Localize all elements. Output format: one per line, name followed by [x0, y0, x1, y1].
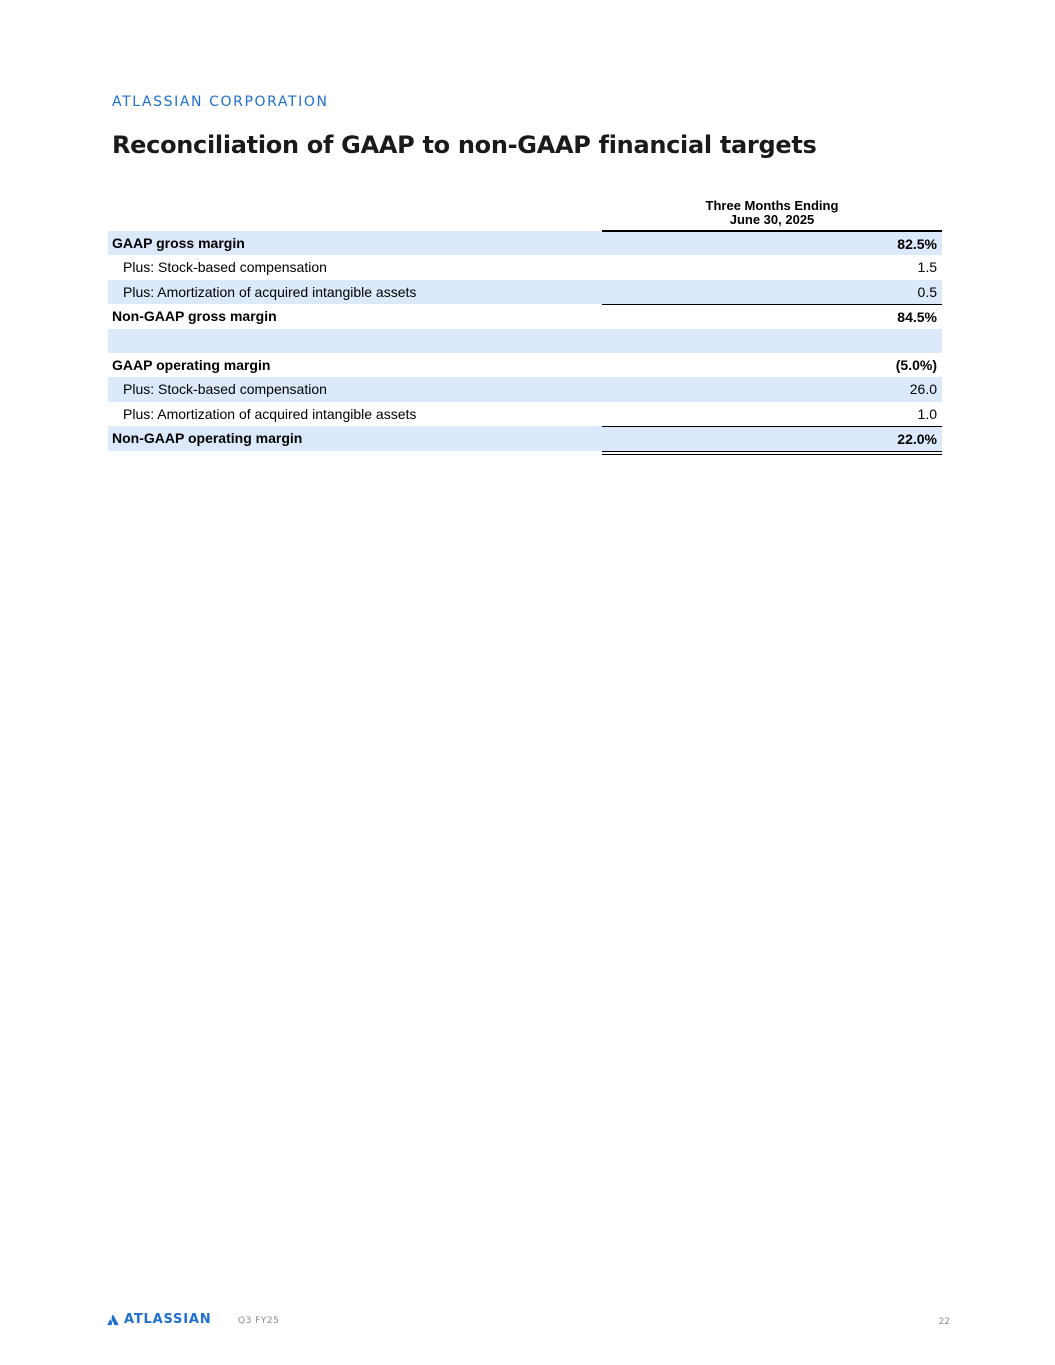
row-value: (5.0%) [895, 356, 937, 373]
footer-period: Q3 FY25 [238, 1316, 280, 1326]
row-label: GAAP gross margin [112, 235, 245, 251]
row-value: 1.0 [917, 405, 937, 422]
column-header-period: Three Months Ending [705, 198, 839, 213]
row-value: 82.5% [897, 236, 937, 252]
table-row-operating-amortization [108, 402, 942, 426]
row-value-cell [602, 377, 942, 401]
atlassian-logo-icon [107, 1314, 119, 1326]
column-header [602, 199, 942, 231]
row-value: 26.0 [909, 381, 937, 398]
row-value-cell [602, 231, 942, 255]
company-name: ATLASSIAN CORPORATION [112, 94, 329, 110]
table-body [108, 231, 942, 451]
table-row-non-gaap-gross-margin [108, 304, 942, 328]
row-value: 0.5 [917, 283, 937, 300]
footer-wordmark: ATLASSIAN [124, 1312, 212, 1327]
row-value: 1.5 [917, 259, 937, 276]
table-row-gross-amortization [108, 280, 942, 304]
row-label: Non-GAAP operating margin [112, 430, 303, 447]
row-value-cell [602, 280, 942, 304]
row-value-cell [602, 255, 942, 279]
table-row-non-gaap-operating-margin [108, 426, 942, 450]
row-label: Non-GAAP gross margin [112, 308, 277, 325]
row-label: Plus: Stock-based compensation [123, 381, 327, 398]
row-label: Plus: Amortization of acquired intangible assets [123, 283, 417, 300]
row-label: Plus: Stock-based compensation [123, 259, 327, 276]
row-value-cell [602, 353, 942, 377]
page-title: Reconciliation of GAAP to non-GAAP financial targets [112, 131, 817, 159]
page-number: 22 [938, 1317, 950, 1327]
table-row-gaap-operating-margin [108, 353, 942, 377]
row-value-cell [602, 402, 942, 426]
footer-logo [107, 1313, 211, 1327]
table-row-operating-sbc [108, 377, 942, 401]
row-value: 84.5% [897, 309, 937, 326]
table-row-gaap-gross-margin [108, 231, 942, 255]
row-value: 22.0% [897, 431, 937, 448]
column-header-date: June 30, 2025 [729, 212, 815, 227]
table-row-gross-sbc [108, 255, 942, 279]
row-label: Plus: Amortization of acquired intangible assets [123, 405, 417, 422]
row-label: GAAP operating margin [112, 356, 271, 373]
row-value-cell [602, 329, 942, 353]
table-row-spacer [108, 329, 942, 353]
row-value-cell [602, 426, 942, 450]
row-value-cell [602, 304, 942, 328]
